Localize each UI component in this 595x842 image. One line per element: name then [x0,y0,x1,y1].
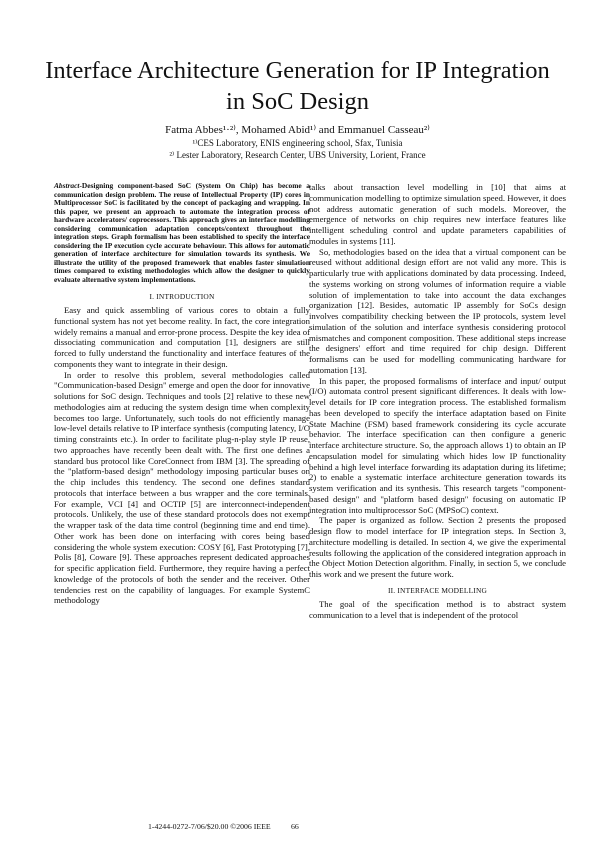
paper-title [20,55,575,117]
title-line-2: in SoC Design [226,88,369,115]
abstract-text: Designing component-based SoC (System On Chip) has become a communication design problem. The reuse of Intellectual Property (IP) cores in Multiprocessor SoC is facilitated by the concept of packaging and wrapping. In this paper, we present an approach to automate the integration process of hardware accelerators/ coprocessors. This approach gives an interface modelling considering communication adaptation concepts/context throughout the integration steps. Graph formalism has been established to specify the interface considering the IP execution cycle accurate behaviour. This allows for automatic generation of interface architecture for simulation towards its synthesis. We illustrate the utility of the proposed framework that enables faster simulation times compared to existing methodologies which allow the designer to quickly evaluate alternative system implementations. [54,181,310,284]
paragraph: The paper is organized as follow. Section 2 presents the proposed design flow to model interface for IP integration steps. In Section 3, architecture modelling is detailed. In section 4, we give the experimental results following the application of the considered integration approach in the Object Motion Detection algorithm. Finally, in section 5, we conclude this work and we present the future work. [309,515,566,579]
paragraph: Easy and quick assembling of various cores to obtain a fully functional system has not yet become reality. In fact, the core integration widely remains a manual and error-prone process. Despite the key idea of dissociating communication and computation [1], designers are still forced to fully understand the functionality and interface features of the components they want to integrate in their design. [54,305,311,369]
paragraph: So, methodologies based on the idea that a virtual component can be reused without additional design effort are not valid any more. This is particularly true with applications dominated by data processing. Indeed, the systems working on strong volumes of information require a viable solution of implementation to take into account the data exchanges organization [12]. Besides, automatic IP assembly for SoCs design involves compatibility checking between the IP protocols, system level simulation of the solution and interface synthesis considering protocol mismatches and component composition. These additional steps increase the designers' effort and time required for chip design. Different formalisms can be used for modelling communicating hardware for automation [13]. [309,246,566,375]
page-number: 66 [291,822,299,831]
authors: Fatma Abbes¹·²⁾, Mohamed Abid¹⁾ and Emmanuel Casseau²⁾ [165,124,430,136]
right-column [309,182,566,620]
affiliation-1: ¹⁾CES Laboratory, ENIS engineering school, Sfax, Tunisia [192,138,403,148]
paragraph: talks about transaction level modelling in [10] that aims at communication modelling to optimize simulation speed. However, it does not address automatic generation of such models. Moreover, the emergence of networks on chip requires new interface features like intelligent scheduling control and update parameters capabilities of modules in systems [11]. [309,182,566,246]
paragraph: The goal of the specification method is to abstract system communication to a level that is independent of the protocol [309,598,566,620]
section-1-heading: I. INTRODUCTION [149,292,215,301]
left-column [54,182,310,606]
title-line-1: Interface Architecture Generation for IP Integration [45,57,550,84]
footer-copyright: 1-4244-0272-7/06/$20.00 ©2006 IEEE [148,822,271,831]
affiliation-2: ²⁾ Lester Laboratory, Research Center, UBS University, Lorient, France [169,150,426,160]
paragraph: In order to resolve this problem, several methodologies called "Communication-based Design" emerge and open the door for innovative solutions for SoC design. Techniques and tools [2] relative to these new methodologies aim at reducing the system design time when complexity becomes too large. Unfortunately, such tools do not efficiently manage low-level details relative to IP interface synthesis (computing latency, I/O timing constraints etc.). In order to facilitate plug-n-play style IP reuse, two approaches have recently been dealt with. The first one defines a standard bus protocol like CoreConnect from IBM [3]. The spreading of the "platform-based design" methodology imposing particular buses on the chip includes this tendency. The second one defines standard protocols that interface between a bus wrapper and the core terminals. For example, VCI [4] and OCTIP [5] are interconnect-independent protocols. Unlikely, the use of these standard protocols does not exempt the wrapper task of the data time control (beginning time and end time). Other work has been done on interfacing with cores being based considering the whole system execution: COSY [6], Fast Prototyping [7], Polis [8], Coware [9]. These approaches represent dedicated approaches for specific application field. Furthermore, they require having a perfect knowledge of the protocols of both the sender and the receiver. Other tendencies rest on the capability of languages. For example SystemC methodology [54,369,310,606]
abstract-label: Abstract- [54,181,82,190]
paragraph: In this paper, the proposed formalisms of interface and input/ output (I/O) automata control present significant differences. It deals with low-level details for IP core integration process. The established formalism has been developed to specify the interface adaptation based on Finite State Machine (FSM) based framework considering its cycle accurate behavior. The interface specification can then configure a generic interface architecture structure. So, the approach allows 1) to obtain an IP encapsulation model for simulating which hides low IP functionality behind a high level interface forwarding its adaptation during its lifetime; 2) to enable a systematic interface architecture generation towards its system verification and its synthesis. This research targets "component-based design" and "platform based design" focusing on automatic IP integration into multiprocessor SoC (MPSoC) context. [309,375,566,515]
section-2-heading: II. INTERFACE MODELLING [387,585,488,595]
abstract [54,182,310,284]
